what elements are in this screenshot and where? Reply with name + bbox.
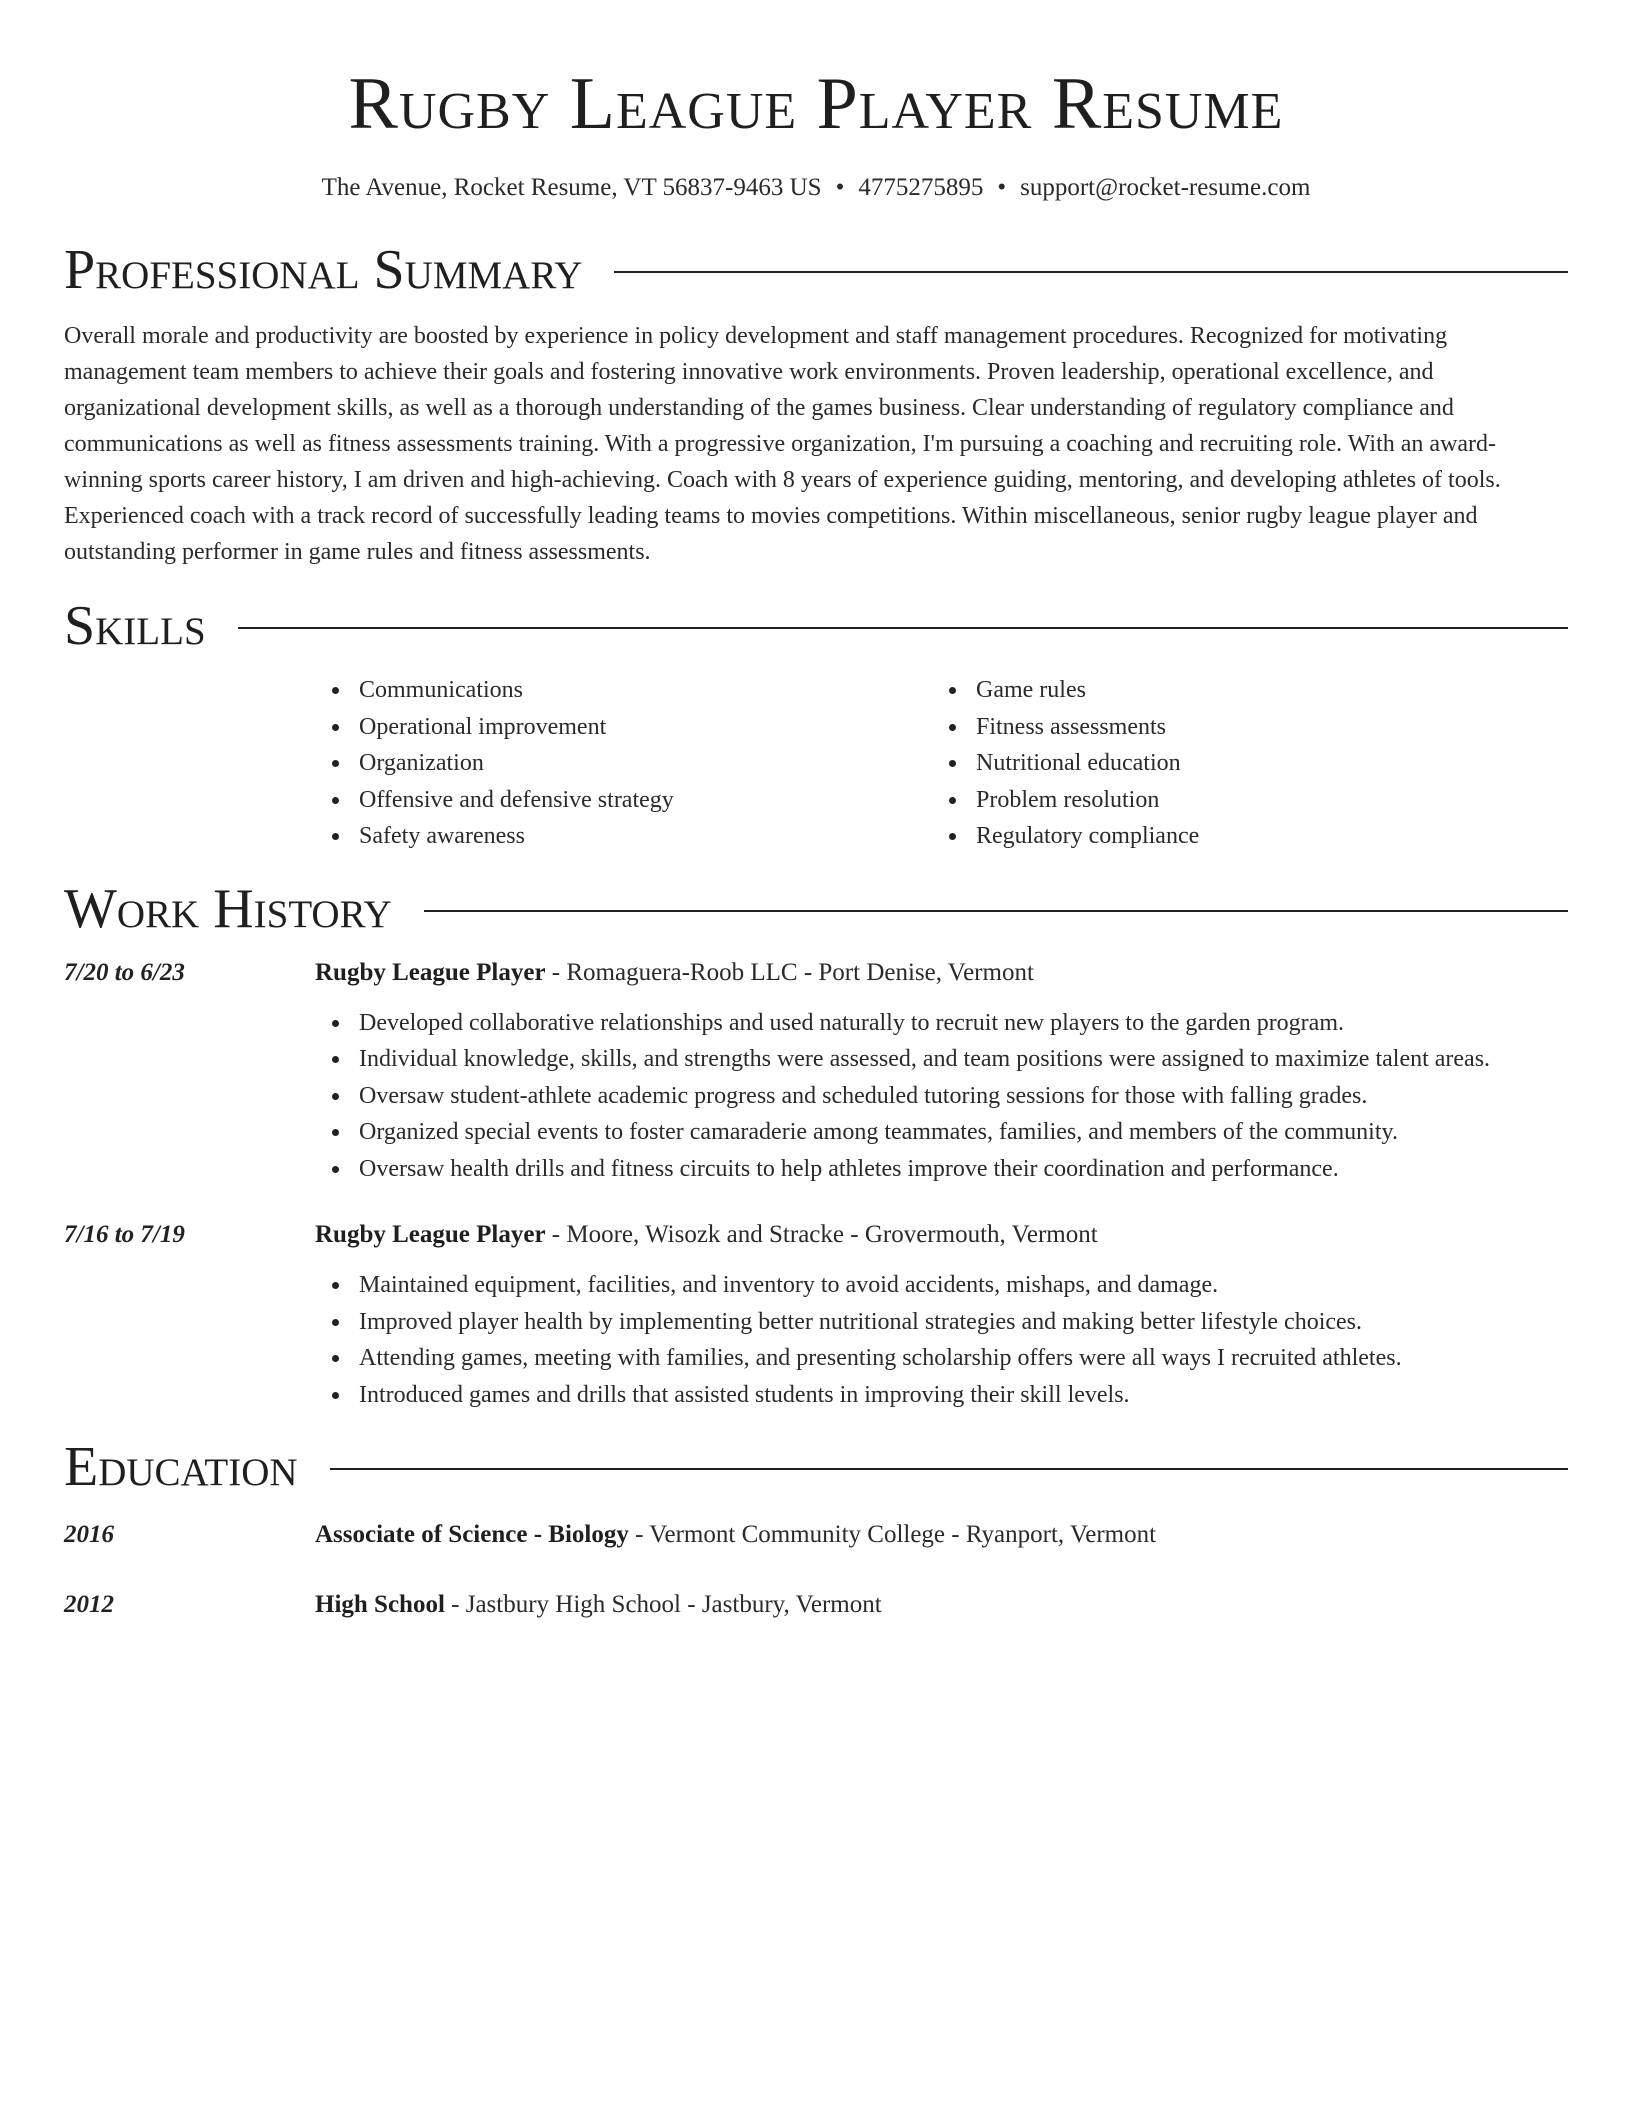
job-employer: - Romaguera-Roob LLC - Port Denise, Vermont (545, 958, 1034, 986)
skill-item: Organization (315, 745, 932, 782)
education-school: - Jastbury High School - Jastbury, Vermont (444, 1591, 882, 1618)
contact-line (64, 172, 1568, 204)
job-title: Rugby League Player (315, 1221, 546, 1248)
job-header (64, 955, 1568, 991)
job-line (315, 1217, 1098, 1253)
job-bullet: Introduced games and drills that assisted students in improving their skill levels. (315, 1377, 1568, 1414)
separator: • (835, 174, 845, 201)
summary-text: Overall morale and productivity are boosted by experience in policy development and staff management procedures. Recognized for motivating management team members to achieve their goals and fostering innovative work environments. Proven leadership, operational excellence, and organizational development skills, as well as a thorough understanding of the games business. Clear understanding of regulatory compliance and communications as well as fitness assessments training. With a progressive organization, I'm pursuing a coaching and recruiting role. With an award-winning sports career history, I am driven and high-achieving. Coach with 8 years of experience guiding, mentoring, and developing athletes of tools. Experienced coach with a track record of successfully leading teams to movies competitions. Within miscellaneous, senior rugby league player and outstanding performer in game rules and fitness assessments. (64, 323, 1501, 565)
skill-item: Communications (315, 672, 932, 709)
education-line (315, 1517, 1156, 1553)
job-bullet: Maintained equipment, facilities, and inventory to avoid accidents, mishaps, and damage. (315, 1267, 1568, 1304)
skill-item: Problem resolution (932, 782, 1549, 819)
education-year: 2016 (64, 1521, 114, 1548)
skill-item: Regulatory compliance (932, 818, 1549, 855)
work-heading: Work History (64, 877, 392, 940)
resume-page (64, 0, 1568, 1623)
job-header (64, 1217, 1568, 1253)
summary-heading: Professional Summary (64, 239, 583, 301)
section-divider (614, 271, 1568, 273)
education-entry (64, 1517, 1568, 1553)
section-divider (330, 1468, 1568, 1470)
education-degree: High School (315, 1591, 445, 1618)
job-bullets (315, 1267, 1568, 1413)
skills-list (315, 672, 1568, 855)
job-bullet: Improved player health by implementing better nutritional strategies and making better lifestyle choices. (315, 1304, 1568, 1341)
job-bullet: Attending games, meeting with families, and presenting scholarship offers were all ways I recruited athletes. (315, 1340, 1568, 1377)
skills-column-left (315, 672, 932, 855)
skills-column-right (932, 672, 1549, 855)
education-heading: Education (64, 1436, 298, 1498)
section-divider (424, 910, 1568, 912)
skill-item: Offensive and defensive strategy (315, 782, 932, 819)
job-bullets (315, 1005, 1568, 1188)
resume-title: Rugby League Player Resume (348, 63, 1284, 145)
work-section-header (64, 877, 1568, 941)
skill-item: Operational improvement (315, 709, 932, 746)
skill-item: Safety awareness (315, 818, 932, 855)
education-section-header (64, 1435, 1568, 1499)
phone: 4775275895 (858, 174, 984, 201)
job-dates: 7/20 to 6/23 (64, 958, 185, 986)
job-bullet: Oversaw student-athlete academic progress and scheduled tutoring sessions for those with falling grades. (315, 1078, 1568, 1115)
education-degree: Associate of Science - Biology (315, 1521, 629, 1548)
education-year: 2012 (64, 1591, 114, 1618)
job-bullet: Developed collaborative relationships and used naturally to recruit new players to the garden program. (315, 1005, 1568, 1042)
job-title: Rugby League Player (315, 958, 546, 986)
skill-item: Nutritional education (932, 745, 1549, 782)
job-bullet: Organized special events to foster camaraderie among teammates, families, and members of the community. (315, 1114, 1568, 1151)
job-line (315, 955, 1034, 991)
job-employer: - Moore, Wisozk and Stracke - Grovermouth, Vermont (545, 1221, 1098, 1248)
education-line (315, 1587, 882, 1623)
job-bullet: Oversaw health drills and fitness circuits to help athletes improve their coordination and performance. (315, 1151, 1568, 1188)
skills-section-header (64, 594, 1568, 658)
skill-item: Fitness assessments (932, 709, 1549, 746)
job-dates: 7/16 to 7/19 (64, 1221, 185, 1248)
summary-section-header (64, 238, 1568, 302)
separator: • (997, 174, 1007, 201)
job-bullet: Individual knowledge, skills, and strengths were assessed, and team positions were assigned to maximize talent areas. (315, 1041, 1568, 1078)
skills-heading: Skills (64, 595, 206, 657)
email: support@rocket-resume.com (1020, 174, 1311, 201)
skill-item: Game rules (932, 672, 1549, 709)
address: The Avenue, Rocket Resume, VT 56837-9463 US (321, 174, 822, 201)
job-entry (64, 955, 1568, 1188)
education-entry (64, 1587, 1568, 1623)
section-divider (238, 627, 1568, 629)
education-school: - Vermont Community College - Ryanport, Vermont (628, 1521, 1157, 1548)
job-entry (64, 1217, 1568, 1413)
